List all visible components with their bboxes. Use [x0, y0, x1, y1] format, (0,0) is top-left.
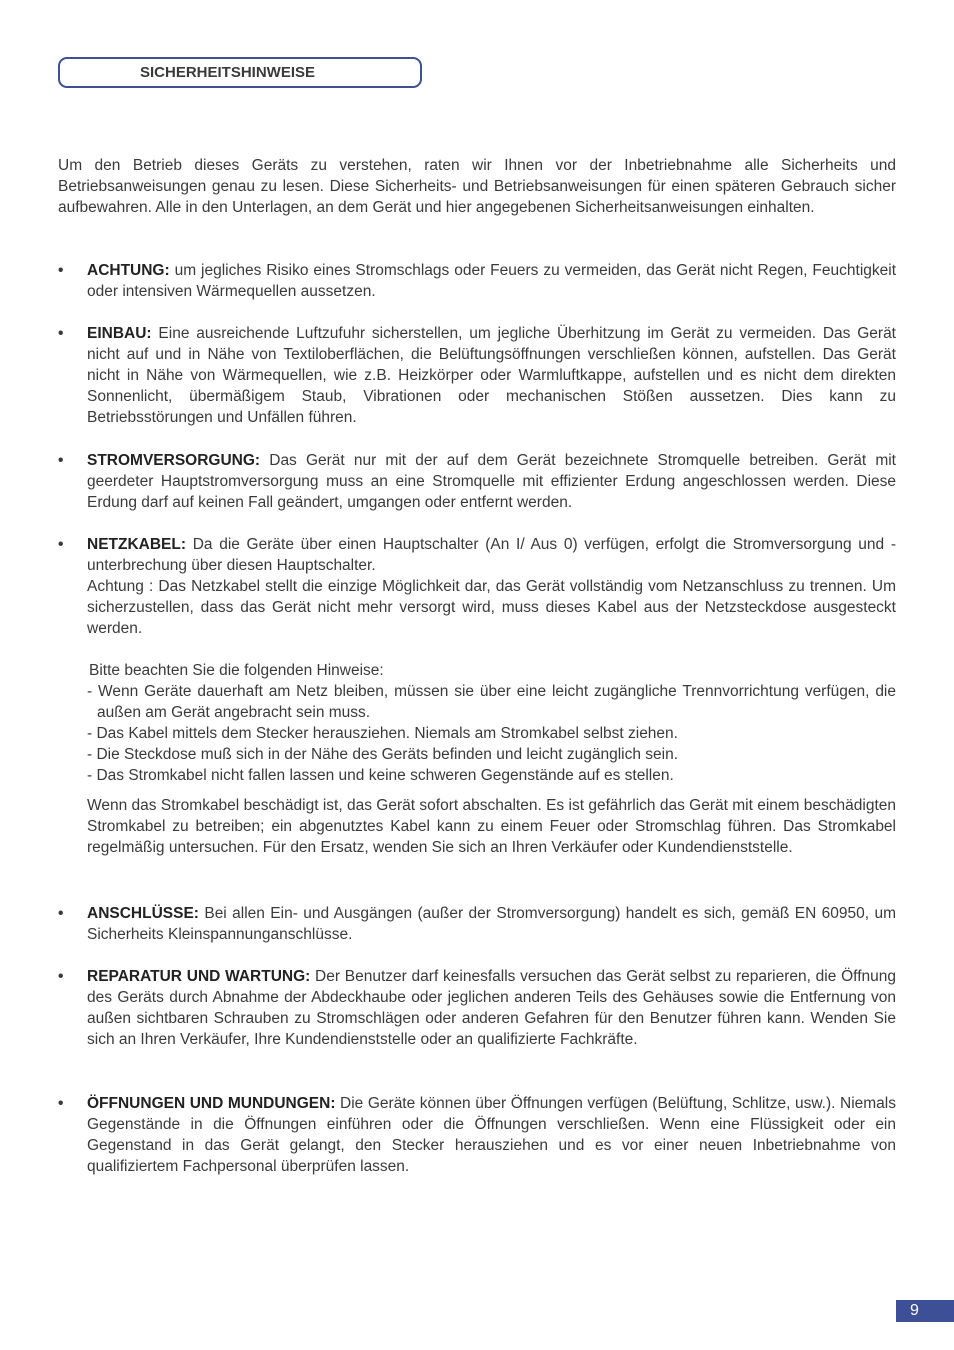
intro-paragraph: Um den Betrieb dieses Geräts zu verstehen, raten wir Ihnen vor der Inbetriebnahme alle Sicherheits und Betriebsanweisungen genau zu lesen. Diese Sicherheits- und Betriebsanweisungen für einen späteren Gebrauch sicher aufbewahren. Alle in den Unterlagen, an dem Gerät und hier angegebenen Sicherheitsanweisungen einhalten.: [58, 157, 896, 216]
hint-item: - Das Kabel mittels dem Stecker herausziehen. Niemals am Stromkabel selbst ziehen.: [87, 725, 678, 742]
section-oeffnungen: [58, 1093, 896, 1177]
hint-item: - Wenn Geräte dauerhaft am Netz bleiben, müssen sie über eine leicht zugängliche Trennvorrichtung verfügen, die außen am Gerät angebracht sein muss.: [87, 683, 896, 721]
bullet-icon: •: [58, 968, 64, 985]
netzkabel-achtung: Achtung : Das Netzkabel stellt die einzige Möglichkeit dar, das Gerät vollständig vom Netzanschluss zu trennen. Um sicherzustellen, dass das Gerät nicht mehr versorgt wird, muss dieses Kabel aus der Netzsteckdose ausgesteckt werden.: [87, 578, 896, 637]
bullet-icon: •: [58, 262, 64, 279]
section-label: ACHTUNG:: [87, 262, 170, 279]
section-text: Die Geräte können über Öffnungen verfügen (Belüftung, Schlitze, usw.). Niemals Gegenstände in die Öffnungen einführen oder die Öffnungen verschließen. Wenn eine Flüssigkeit oder ein Gegenstand in das Gerät gelangt, den Stecker herausziehen und es vor einer neuen Inbetriebnahme von qualifiziertem Fachpersonal überprüfen lassen.: [87, 1095, 896, 1175]
section-reparatur: [58, 966, 896, 1050]
section-label: ANSCHLÜSSE:: [87, 905, 199, 922]
netzkabel-damage: Wenn das Stromkabel beschädigt ist, das Gerät sofort abschalten. Es ist gefährlich das Gerät mit einem beschädigten Stromkabel zu betreiben; ein abgenutztes Kabel kann zu einem Feuer oder Stromschlag führen. Das Stromkabel regelmäßig untersuchen. Für den Ersatz, wenden Sie sich an Ihren Verkäufer oder Kundendienststelle.: [87, 797, 896, 856]
section-label: NETZKABEL:: [87, 536, 187, 553]
section-einbau: [58, 323, 896, 428]
section-text: Bei allen Ein- und Ausgängen (außer der Stromversorgung) handelt es sich, gemäß EN 60950, um Sicherheits Kleinspannunganschlüsse.: [87, 905, 896, 943]
section-text: Da die Geräte über einen Hauptschalter (An I/ Aus 0) verfügen, erfolgt die Stromversorgung und -unterbrechung über diesen Hauptschalter.: [87, 536, 896, 574]
section-text: um jegliches Risiko eines Stromschlags oder Feuers zu vermeiden, das Gerät nicht Regen, Feuchtigkeit oder intensiven Wärmequellen aussetzen.: [87, 262, 896, 300]
bullet-icon: •: [58, 536, 64, 553]
bullet-icon: •: [58, 1095, 64, 1112]
section-stromversorgung: [58, 450, 896, 513]
page-number: 9: [896, 1300, 954, 1322]
section-label: STROMVERSORGUNG:: [87, 452, 261, 469]
hint-item: - Die Steckdose muß sich in der Nähe des Geräts befinden und leicht zugänglich sein.: [87, 746, 679, 763]
section-label: REPARATUR UND WARTUNG:: [87, 968, 311, 985]
section-label: EINBAU:: [87, 325, 152, 342]
hints-title: Bitte beachten Sie die folgenden Hinweise:: [89, 662, 384, 679]
section-text: Das Gerät nur mit der auf dem Gerät bezeichnete Stromquelle betreiben. Gerät mit geerdeter Hauptstromversorgung muss an eine Stromquelle mit effizienter Erdung angeschlossen werden. Diese Erdung darf auf keinen Fall geändert, umgangen oder entfernt werden.: [87, 452, 896, 511]
bullet-icon: •: [58, 452, 64, 469]
section-achtung: [58, 260, 896, 302]
hint-item: - Das Stromkabel nicht fallen lassen und keine schweren Gegenstände auf es stellen.: [87, 767, 674, 784]
section-anschluesse: [58, 903, 896, 945]
section-netzkabel: [58, 534, 896, 858]
section-header-box: [58, 57, 422, 88]
bullet-icon: •: [58, 905, 64, 922]
section-text: Eine ausreichende Luftzufuhr sicherstellen, um jegliche Überhitzung im Gerät zu vermeiden. Das Gerät nicht auf und in Nähe von Textiloberflächen, die Belüftungsöffnungen verschließen können, aufstellen. Das Gerät nicht in Nähe von Wärmequellen, wie z.B. Heizkörper oder Warmluftkappe, aufstellen und es nicht dem direkten Sonnenlicht, übermäßigem Staub, Vibrationen oder mechanischen Stößen aussetzen. Dies kann zu Betriebsstörungen und Unfällen führen.: [87, 325, 896, 426]
section-text: Der Benutzer darf keinesfalls versuchen das Gerät selbst zu reparieren, die Öffnung des Geräts durch Abnahme der Abdeckhaube oder jeglichen anderen Teils des Gehäuses sowie die Entfernung von außen sichtbaren Schrauben zu Stromschlägen oder anderen Gefahren für den Benutzer führen kann. Wenden Sie sich an Ihren Verkäufer, Ihre Kundendienststelle oder an qualifizierte Fachkräfte.: [87, 968, 896, 1048]
bullet-icon: •: [58, 325, 64, 342]
section-label: ÖFFNUNGEN UND MUNDUNGEN:: [87, 1095, 336, 1112]
section-header-title: SICHERHEITSHINWEISE: [140, 64, 316, 81]
